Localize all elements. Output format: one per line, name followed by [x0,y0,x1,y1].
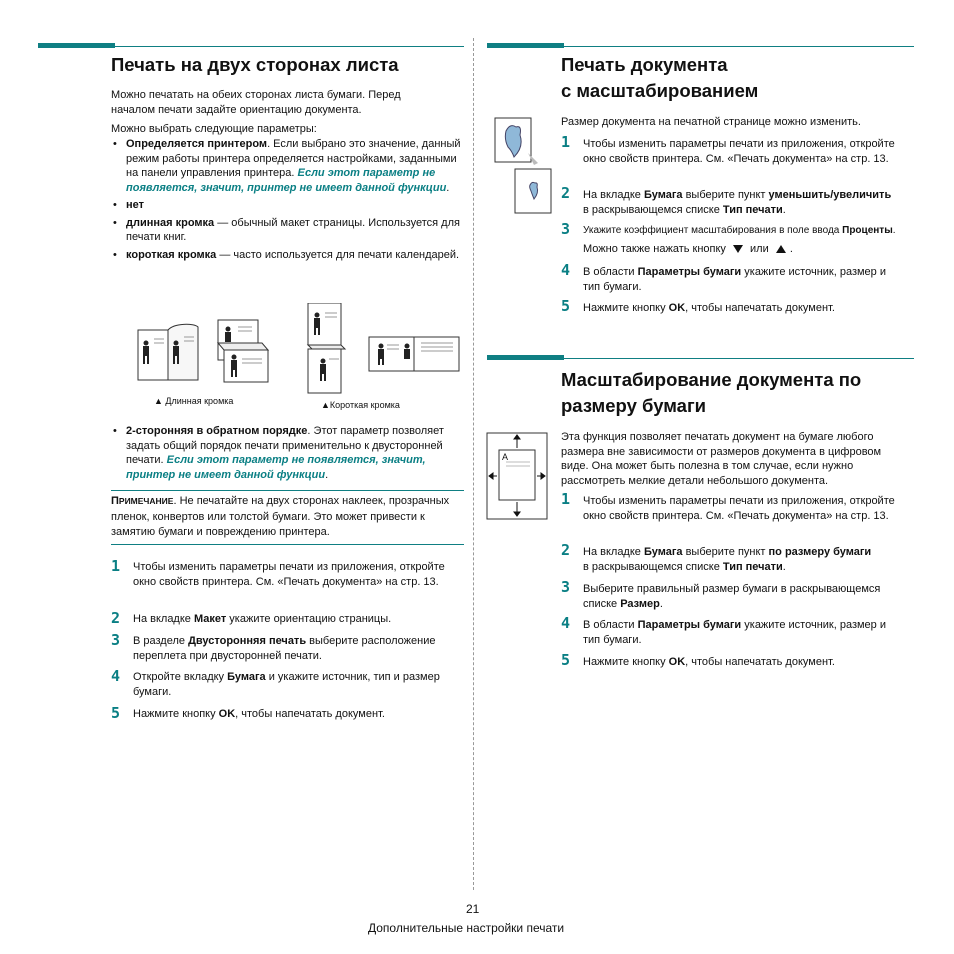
right1-step-5-number: 5 [561,297,571,315]
caption-short-edge: ▲Короткая кромка [321,400,400,410]
right-header-rule-thin [564,46,914,47]
right2-step-4-number: 4 [561,614,571,632]
right2-step-1: Чтобы изменить параметры печати из приложения, откройте окно свойств принтера. См. «Печать документа» на стр. 13. [583,495,895,522]
right1-step-1: Чтобы изменить параметры печати из приложения, откройте окно свойств принтера. См. «Печать документа» на стр. 13. [583,138,895,165]
duplex-option-printer: • Определяется принтером. Если выбрано это значение, данный режим работы принтера определяется настройками, заданными на панели управления принтера. Если этот параметр не появляется, значит, принтер не имеет данной функции. [111,137,463,195]
right1-step-3-extra: Можно также нажать кнопку или . [583,243,793,255]
left-header-rule-thin [115,46,464,47]
duplex-option-long-edge: • длинная кромка — обычный макет страницы. Используется для печати книг. [111,216,463,245]
left-step-2: На вкладке Макет укажите ориентацию страницы. [133,613,392,625]
right2-step-3: Выберите правильный размер бумаги в раскрывающемся списке Размер. [583,583,881,610]
left-step-5: Нажмите кнопку OK, чтобы напечатать документ. [133,708,385,720]
left-step-1-number: 1 [111,557,121,575]
right1-step-4: В области Параметры бумаги укажите источник, размер и тип бумаги. [583,266,886,293]
right1-section-title: Печать документа с масштабированием [561,54,759,101]
left-step-3-number: 3 [111,631,121,649]
long-edge-illustration [134,303,274,388]
fit-to-page-illustration [486,432,548,520]
right2-step-2: На вкладке Бумага выберите пункт по размеру бумаги в раскрывающемся списке Тип печати. [583,546,872,573]
right2-intro: Эта функция позволяет печатать документ на бумаге любого размера вне зависимости от размеров документа в цифровом виде. Она может быть полезна в том случае, если нужно рассмотреть мелкие детали небольшого документа. [561,431,882,487]
right2-step-5-number: 5 [561,651,571,669]
right1-step-1-number: 1 [561,133,571,151]
right2-header-rule-thin [564,358,914,359]
left-step-3: В разделе Двусторонняя печать выберите расположение переплета при двусторонней печати. [133,635,436,662]
page-number: 21 [466,902,480,916]
right1-step-5: Нажмите кнопку OK, чтобы напечатать документ. [583,302,835,314]
right2-section-title: Масштабирование документа по размеру бумаги [561,369,862,416]
right1-step-3-number: 3 [561,220,571,238]
right1-step-2: На вкладке Бумага выберите пункт уменьшить/увеличить в раскрывающемся списке Тип печати. [583,189,892,216]
scale-up-arrow-icon[interactable] [776,245,786,253]
right2-step-3-number: 3 [561,578,571,596]
duplex-option-short-edge: • короткая кромка — часто используется для печати календарей. [111,248,463,263]
right2-step-4: В области Параметры бумаги укажите источник, размер и тип бумаги. [583,619,886,646]
left-intro-2: Можно выбрать следующие параметры: [111,123,317,135]
short-edge-illustration [303,303,463,395]
left-section-title: Печать на двух сторонах листа [111,54,399,75]
caution-note: ПРИМЕЧАНИЕ. Не печатайте на двух сторонах наклеек, прозрачных пленок, конвертов или толстой бумаги. Это может привести к замятию бумаги и повреждению принтера. [111,495,450,538]
left-header-rule-thick [38,43,115,48]
right2-header-rule-thick [487,355,564,360]
right1-step-2-number: 2 [561,184,571,202]
left-step-4: Откройте вкладку Бумага и укажите источник, тип и размер бумаги. [133,671,440,698]
scale-down-arrow-icon[interactable] [733,245,743,253]
left-step-2-number: 2 [111,609,121,627]
column-divider [473,38,474,890]
right1-step-4-number: 4 [561,261,571,279]
caption-long-edge: ▲ Длинная кромка [154,396,234,406]
scaling-illustration [494,117,554,217]
fit-figure-letter: A [502,452,509,462]
right2-step-2-number: 2 [561,541,571,559]
footer-section-title: Дополнительные настройки печати [368,921,565,935]
duplex-option-none: • нет [111,198,463,213]
note-bottom-rule [111,544,464,545]
right2-step-1-number: 1 [561,490,571,508]
left-step-4-number: 4 [111,667,121,685]
left-intro-1: Можно печатать на обеих сторонах листа бумаги. Перед началом печати задайте ориентацию документа. [111,89,401,116]
right1-step-3: Укажите коэффициент масштабирования в поле ввода Проценты. [583,225,896,236]
left-step-1: Чтобы изменить параметры печати из приложения, откройте окно свойств принтера. См. «Печать документа» на стр. 13. [133,561,445,588]
right2-step-5: Нажмите кнопку OK, чтобы напечатать документ. [583,656,835,668]
left-step-5-number: 5 [111,704,121,722]
duplex-option-reverse: • 2-сторонняя в обратном порядке. Этот параметр позволяет задать общий порядок печати применительно к двусторонней печати. Если этот параметр не появляется, значит, принтер не имеет данной функции. [111,424,463,482]
duplex-options-list [111,137,463,265]
right-header-rule-thick [487,43,564,48]
note-top-rule [111,490,464,491]
reverse-order-list [111,424,463,485]
right1-intro: Размер документа на печатной странице можно изменить. [561,116,861,128]
